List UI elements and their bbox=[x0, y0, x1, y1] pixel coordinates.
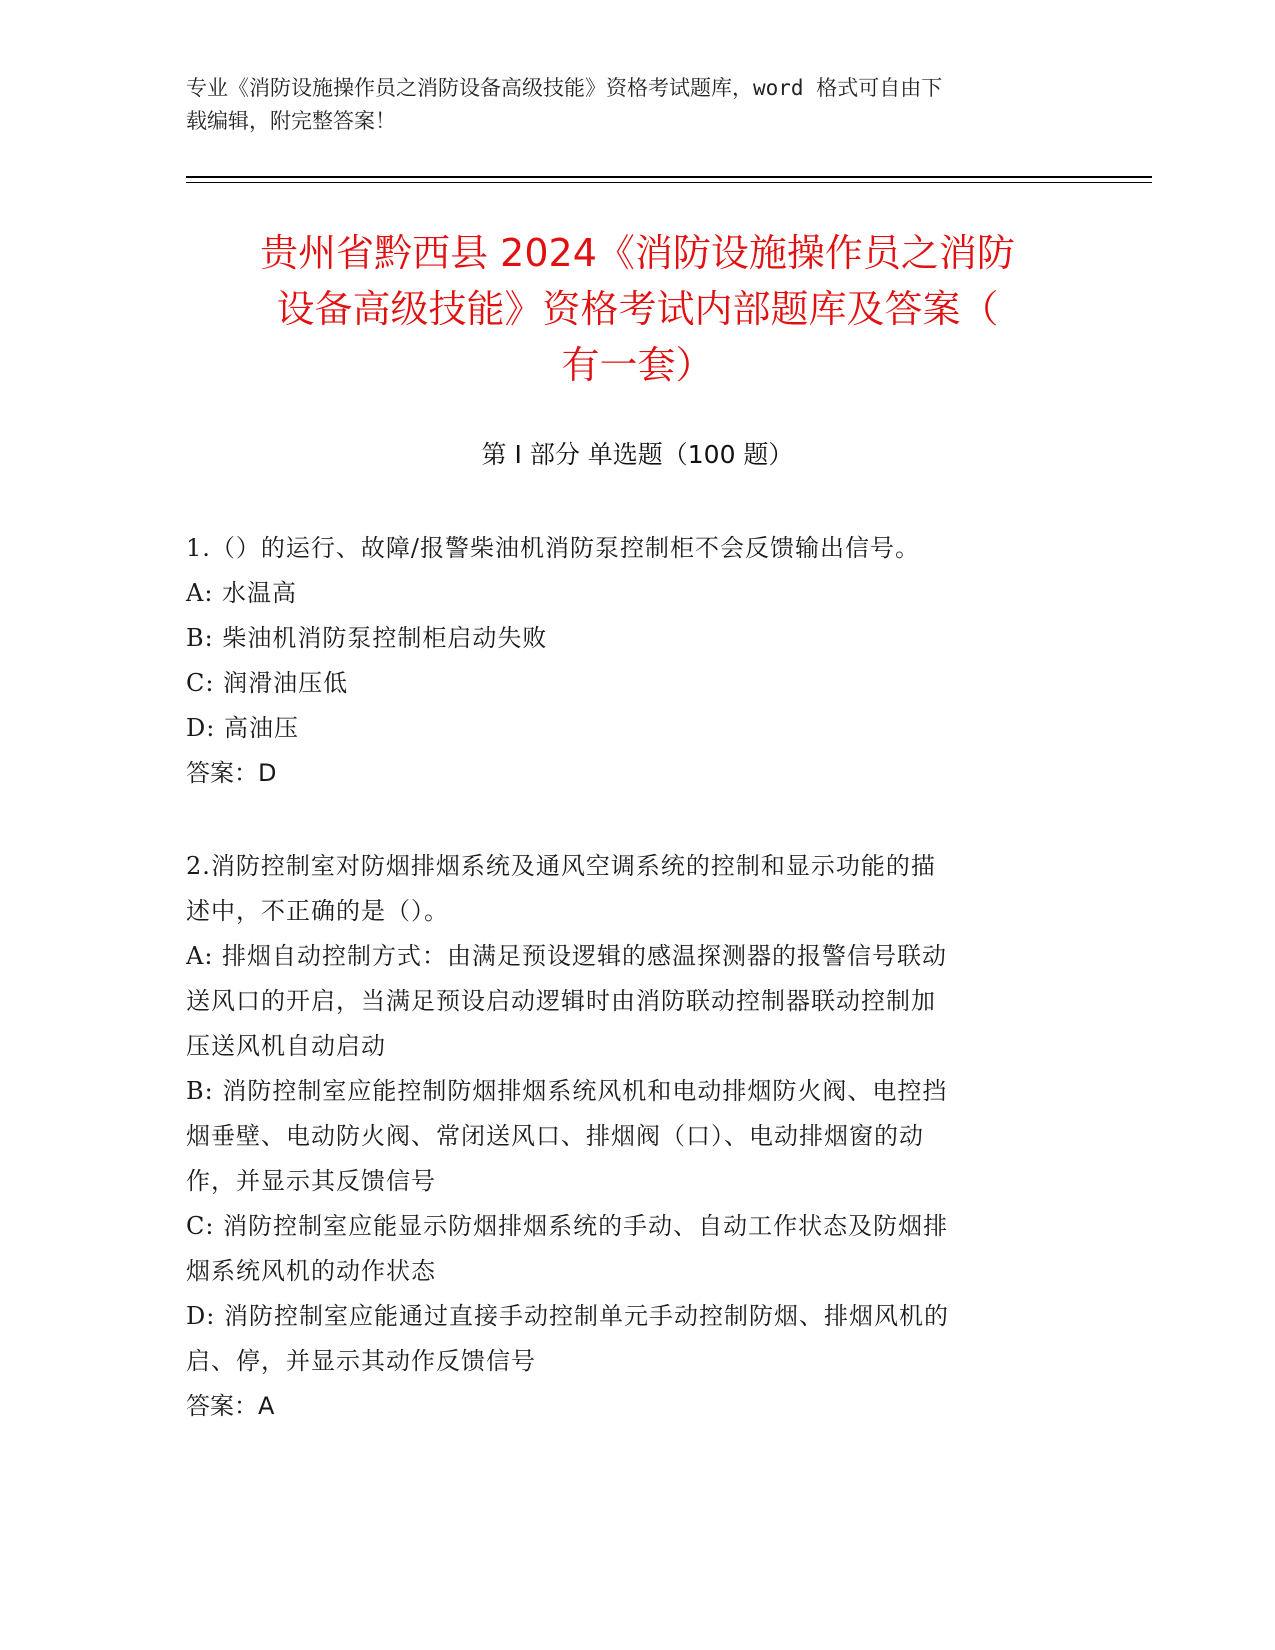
title-line: 设备高级技能》资格考试内部题库及答案（ bbox=[276, 287, 999, 331]
option-d: D: 高油压 bbox=[186, 714, 299, 742]
option-d: 启、停，并显示其动作反馈信号 bbox=[186, 1347, 536, 1375]
option-c: 烟系统风机的动作状态 bbox=[186, 1257, 436, 1285]
document-title bbox=[186, 225, 1089, 393]
answer-key: 答案：A bbox=[186, 1392, 275, 1420]
header-divider-thin bbox=[186, 182, 1152, 183]
header-note-line: 专业《消防设施操作员之消防设备高级技能》资格考试题库，word 格式可自由下 bbox=[186, 76, 943, 100]
option-c: C: 消防控制室应能显示防烟排烟系统的手动、自动工作状态及防烟排 bbox=[186, 1212, 949, 1240]
question-stem: 2.消防控制室对防烟排烟系统及通风空调系统的控制和显示功能的描 bbox=[186, 852, 936, 880]
question-1 bbox=[186, 526, 1076, 796]
option-b: 烟垂壁、电动防火阀、常闭送风口、排烟阀（口）、电动排烟窗的动 bbox=[186, 1122, 924, 1150]
option-c: C: 润滑油压低 bbox=[186, 669, 349, 697]
header-note bbox=[186, 72, 1086, 138]
header-divider-thick bbox=[186, 176, 1152, 178]
question-2 bbox=[186, 844, 1076, 1429]
option-a: 压送风机自动启动 bbox=[186, 1032, 386, 1060]
option-b: B: 消防控制室应能控制防烟排烟系统风机和电动排烟防火阀、电控挡 bbox=[186, 1077, 948, 1105]
title-line: 有一套） bbox=[561, 343, 714, 387]
section-heading: 第 I 部分 单选题（100 题） bbox=[481, 440, 794, 469]
answer-key: 答案：D bbox=[186, 759, 277, 787]
option-a: 送风口的开启，当满足预设启动逻辑时由消防联动控制器联动控制加 bbox=[186, 987, 936, 1015]
option-b: 作，并显示其反馈信号 bbox=[186, 1167, 436, 1195]
option-b: B: 柴油机消防泵控制柜启动失败 bbox=[186, 624, 548, 652]
question-stem: 述中，不正确的是（）。 bbox=[186, 897, 449, 925]
option-d: D: 消防控制室应能通过直接手动控制单元手动控制防烟、排烟风机的 bbox=[186, 1302, 949, 1330]
option-a: A: 排烟自动控制方式：由满足预设逻辑的感温探测器的报警信号联动 bbox=[186, 942, 948, 970]
title-line: 贵州省黔西县 2024《消防设施操作员之消防 bbox=[260, 231, 1015, 275]
option-a: A: 水温高 bbox=[186, 579, 298, 607]
header-note-line: 载编辑，附完整答案！ bbox=[186, 109, 396, 133]
question-stem: 1.（）的运行、故障/报警柴油机消防泵控制柜不会反馈输出信号。 bbox=[186, 534, 920, 562]
